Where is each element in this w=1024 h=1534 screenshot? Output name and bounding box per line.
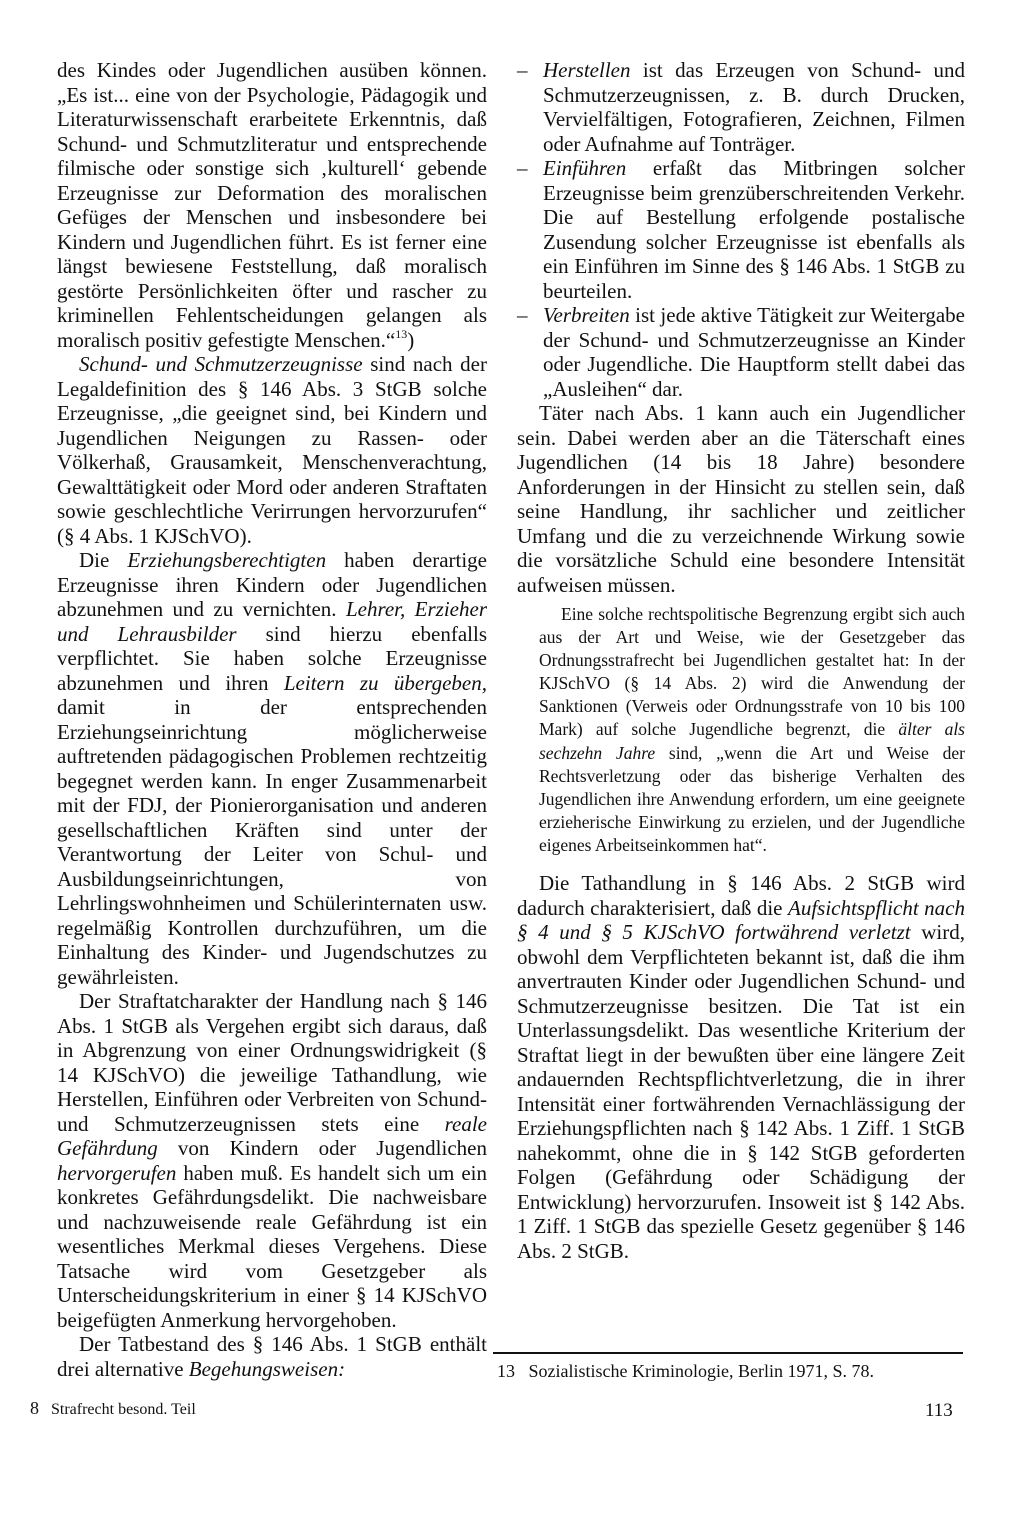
list-item-herstellen: – Herstellen ist das Erzeugen von Schund- und Schmutzerzeugnissen, z. B. durch Drucken, Vervielfältigen, Fotografieren, Zeichnen, Filmen oder Aufnahme auf Tonträger.: [517, 58, 965, 156]
footnote-rule: [493, 1352, 963, 1354]
footnote-number: 13: [497, 1361, 515, 1381]
signature-line: [30, 1398, 196, 1419]
dash-bullet: –: [517, 303, 528, 327]
paragraph-6: Täter nach Abs. 1 kann auch ein Jugendlicher sein. Dabei werden aber an die Täterschaft eines Jugendlichen (14 bis 18 Jahre) besondere Anforderungen in der Hinsicht zu stellen sein, daß seine Handlung, ihr sachlicher und zeitlicher Umfang und die zu verzeichnende Wirkung sowie die vorsätzliche Schuld eine besondere Intensität aufweisen müssen.: [517, 401, 965, 597]
right-column: [517, 58, 965, 1263]
paragraph-1: des Kindes oder Jugendlichen ausüben können. „Es ist... eine von der Psychologie, Pädagogik und Literaturwissenschaft erarbeitete Erkenntnis, daß Schund- und Schmutzliteratur und entsprechende filmische oder sonstige sich ‚kulturell‘ gebende Erzeugnisse zur Deformation des moralischen Gefüges der Menschen und insbesondere bei Kindern und Jugendlichen führt. Es ist ferner eine längst bewiesene Feststellung, daß moralisch gestörte Persönlichkeiten öfter und rascher zu kriminellen Fehlentscheidungen gelangen als moralisch positiv gefestigte Menschen.“$^{13}$): [57, 58, 487, 352]
footnote-text: Sozialistische Kriminologie, Berlin 1971, S. 78.: [528, 1361, 874, 1381]
paragraph-5: Der Tatbestand des § 146 Abs. 1 StGB enthält drei alternative Begehungsweisen:: [57, 1332, 487, 1381]
list-item-einfuehren: – Einführen erfaßt das Mitbringen solcher Erzeugnisse beim grenzüberschreitenden Verkehr. Die auf Bestellung erfolgende postalische Zusendung solcher Erzeugnisse ist ebenfalls als ein Einführen im Sinne des § 146 Abs. 1 StGB zu beurteilen.: [517, 156, 965, 303]
signature-number: 8: [30, 1398, 39, 1418]
paragraph-4: Der Straftatcharakter der Handlung nach § 146 Abs. 1 StGB als Vergehen ergibt sich daraus, daß in Abgrenzung von einer Ordnungswidrigkeit (§ 14 KJSchVO) die jeweilige Tathandlung, wie Herstellen, Einführen oder Verbreiten von Schund- und Schmutzerzeugnissen stets eine reale Gefährdung von Kindern oder Jugendlichen hervorgerufen haben muß. Es handelt sich um ein konkretes Gefährdungsdelikt. Die nachweisbare und nachzuweisende reale Gefährdung ist ein wesentliches Merkmal dieses Vergehens. Diese Tatsache wird vom Gesetzgeber als Unterscheidungskriterium in einer § 14 KJSchVO beigefügten Anmerkung hervorgehoben.: [57, 989, 487, 1332]
signature-text: Strafrecht besond. Teil: [51, 1401, 196, 1418]
dash-bullet: –: [517, 58, 528, 82]
paragraph-7: Die Tathandlung in § 146 Abs. 2 StGB wird dadurch charakterisiert, daß die Aufsichtspflicht nach § 4 und § 5 KJSchVO fortwährend verletzt wird, obwohl dem Verpflichteten bekannt ist, daß die ihm anvertrauten Kinder oder Jugendlichen Schund- und Schmutzerzeugnisse besitzen. Die Tat ist ein Unterlassungsdelikt. Das wesentliche Kriterium der Straftat liegt in der bewußten über eine längere Zeit andauernden Rechtspflichtverletzung, die in ihrer Intensität einer fortwährenden Vernachlässigung der Erziehungspflichten nach § 142 Abs. 1 Ziff. 1 StGB nahekommt, ohne die in § 142 StGB geforderten Folgen (Gefährdung oder Schädigung der Entwicklung) hervorzurufen. Insoweit ist § 142 Abs. 1 Ziff. 1 StGB das spezielle Gesetz gegenüber § 146 Abs. 2 StGB.: [517, 871, 965, 1263]
left-column: [57, 58, 487, 1381]
paragraph-2: Schund- und Schmutzerzeugnisse sind nach der Legaldefinition des § 146 Abs. 3 StGB solche Erzeugnisse, „die geeignet sind, bei Kindern und Jugendlichen Neigungen zu Rassen- oder Völkerhaß, Grausamkeit, Menschenverachtung, Gewalttätigkeit oder Mord oder anderen Straftaten sowie geschlechtliche Verirrungen hervorzurufen“ (§ 4 Abs. 1 KJSchVO).: [57, 352, 487, 548]
list-item-verbreiten: – Verbreiten ist jede aktive Tätigkeit zur Weitergabe der Schund- und Schmutzerzeugnisse an Kinder oder Jugendliche. Die Hauptform stellt dabei das „Ausleihen“ dar.: [517, 303, 965, 401]
dash-bullet: –: [517, 156, 528, 180]
footnote-13: [497, 1360, 874, 1382]
page-number: 113: [925, 1400, 953, 1421]
paragraph-3: Die Erziehungsberechtigten haben derartige Erzeugnisse ihren Kindern oder Jugendlichen abzunehmen und zu vernichten. Lehrer, Erzieher und Lehrausbilder sind hierzu ebenfalls verpflichtet. Sie haben solche Erzeugnisse abzunehmen und ihren Leitern zu übergeben, damit in der entsprechenden Erziehungseinrichtung möglicherweise auftretenden pädagogischen Problemen rechtzeitig begegnet werden kann. In enger Zusammenarbeit mit der FDJ, der Pionierorganisation und anderen gesellschaftlichen Kräften sind unter der Verantwortung der Leiter von Schul- und Ausbildungseinrichtungen, von Lehrlingswohnheimen und Schülerinternaten usw. regelmäßig Kontrollen durchzuführen, um die Einhaltung des Kinder- und Jugendschutzes zu gewährleisten.: [57, 548, 487, 989]
small-print-paragraph: Eine solche rechtspolitische Begrenzung ergibt sich auch aus der Art und Weise, wie der Gesetzgeber das Ordnungsstrafrecht bei Jugendlichen gestaltet hat: In der KJSchVO (§ 14 Abs. 2) wird die Anwendung der Sanktionen (Verweis oder Ordnungsstrafe von 10 bis 100 Mark) auf solche Jugendliche begrenzt, die älter als sechzehn Jahre sind, „wenn die Art und Weise der Rechtsverletzung oder das bisherige Verhalten des Jugendlichen ihre Anwendung erfordern, um eine geeignete erzieherische Einwirkung zu erzielen, und der Jugendliche eigenes Arbeitseinkommen hat“.: [539, 604, 965, 855]
footnote-ref-13[interactable]: 13: [395, 326, 408, 341]
